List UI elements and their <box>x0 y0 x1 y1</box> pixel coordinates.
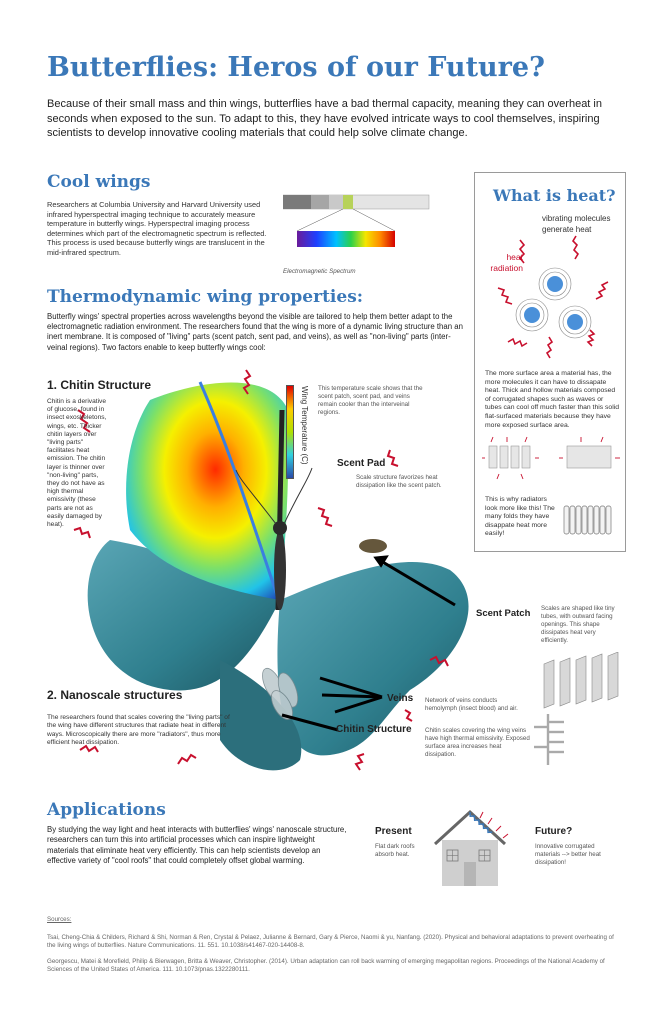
chitin-heading: 1. Chitin Structure <box>47 378 152 392</box>
scent-patch-label: Scent Patch <box>476 608 531 619</box>
source-item-2: Georgescu, Matei & Morefield, Philip & Bierwagen, Britta & Weaver, Christopher. (2014). Urban adaptation can roll back warming of emerging megapolitan regions. Proceedings of the National Academy of Sciences of the United States of America. 111. 10.1073/pnas.1322280111. <box>47 958 605 973</box>
surface-area-text: The more surface area a material has, the more molecules it can have to dissapate heat. Thick and hollow materials composed of corrugated shapes such as waves or tubes can cool off much faster than this solid flat-surfaced materials because they have more exposed surface area. <box>485 370 619 429</box>
scent-pad-text: Scale structure favorizes heat dissipation like the scent patch. <box>356 474 442 489</box>
future-label: Future? <box>535 826 573 837</box>
cool-wings-heading: Cool wings <box>47 172 151 192</box>
sources-heading: Sources: <box>47 916 72 923</box>
applications-text: By studying the way light and heat interacts with butterflies' wings' nanoscale structure, researchers can turn this into artificial processes which can inspire lightweight materials that eliminate heat very efficiently. This can help scientists develop an effective variety of "cool roofs" that could completely offset global warming. <box>47 825 347 865</box>
temperature-colorbar <box>286 385 294 479</box>
page-title: Butterflies: Heros of our Future? <box>47 52 545 83</box>
radiator-text: This is why radiators look more like this! The many folds they have disappate heat more easily! <box>485 496 555 538</box>
heat-radiation-label: heat radiation <box>490 252 523 273</box>
intro-paragraph: Because of their small mass and thin wings, butterflies have a bad thermal capacity, meaning they can overheat in seconds when exposed to the sun. To adapt to this, they have evolved intricate ways to cool themselves, inspiring scientists to develop innovative cooling materials that could help solve climate change. <box>47 98 602 139</box>
fin-structure-illustration <box>530 712 570 767</box>
applications-heading: Applications <box>47 800 166 820</box>
vibrating-molecules-label: vibrating molecules generate heat <box>542 214 611 234</box>
house-roof-illustration <box>425 800 515 890</box>
source-item-1: Tsai, Cheng-Chia & Childers, Richard & Shi, Norman & Ren, Crystal & Pelaez, Julianne & Bernard, Gary & Pierce, Naomi & yu, Nanfang. (2020). Physical and behavioral adaptations to prevent overheating of the living wings of butterflies. Nature Communications. 11. 551. 10.1038/s41467-020-14408-8. <box>47 934 614 949</box>
thermo-heading: Thermodynamic wing properties: <box>47 287 364 307</box>
veins-text: Network of veins conducts hemolymph (insect blood) and air. <box>425 697 518 712</box>
scent-patch-text: Scales are shaped like tiny tubes, with outward facing openings. This shape dissipates heat very efficiently. <box>541 605 615 644</box>
chitin-structure-label: Chitin Structure <box>336 724 412 735</box>
thermo-text: Butterfly wings' spectral properties across wavelengths beyond the visible are tailored to help them better adapt to the electromagnetic radiation environment. The researchers found that the wing is more of a dynamic living structure than an inert membrane. It is composed of "living" parts (scent patch, sent pad, and veins), as well as "non-living" parts (inter-veinal regions). Two factors enable to keep butterfly wings cool: <box>47 312 463 352</box>
electromagnetic-spectrum-diagram <box>283 183 433 263</box>
tube-scales-illustration <box>540 652 625 712</box>
nanoscale-text: The researchers found that scales covering the "living parts" of the wing have different structures that radiate heat in different ways. Microscopically there are more "radiators", thus more efficient heat dissipation. <box>47 714 230 746</box>
corrugated-vs-flat-illustration <box>481 434 623 484</box>
cool-wings-text: Researchers at Columbia University and Harvard University used infrared hyperspectral imaging technique to accurately measure temperature in butterfly wings. Hyperspectral imaging process determines which part of the electromagnetic spectrum is reflected. This process is used because butterfly wings are translucent in the mid-infrared spectrum. <box>47 200 267 257</box>
future-text: Innovative corrugated materials --> better heat dissipation! <box>535 843 601 866</box>
radiator-icon <box>560 500 616 540</box>
temperature-scale-note: This temperature scale shows that the scent patch, scent pad, and veins remain cooler than the interveinal regions. <box>318 385 423 416</box>
chitin-structure-text: Chitin scales covering the wing veins have high thermal emissivity. Exposed surface area increases heat dissipation. <box>425 727 530 758</box>
chitin-text: Chitin is a derivative of glucose, found in insect exoskeletons, wings, etc. Thicker chitin layers over "living parts" facilitates heat emission. The chitin layer is thinner over "non-living" parts, they do not have as high thermal emissivity (these parts are not as easily damaged by heat). <box>47 398 107 529</box>
what-is-heat-heading: What is heat? <box>493 186 616 205</box>
molecules-illustration <box>480 230 622 365</box>
temperature-scale-label: Wing Temperature (C) <box>300 386 309 465</box>
present-text: Flat dark roofs absorb heat. <box>375 843 415 858</box>
spectrum-caption: Electromagnetic Spectrum <box>283 268 356 275</box>
scent-pad-label: Scent Pad <box>337 458 386 469</box>
present-label: Present <box>375 826 412 837</box>
veins-label: Veins <box>387 693 414 704</box>
nanoscale-heading: 2. Nanoscale structures <box>47 688 183 702</box>
